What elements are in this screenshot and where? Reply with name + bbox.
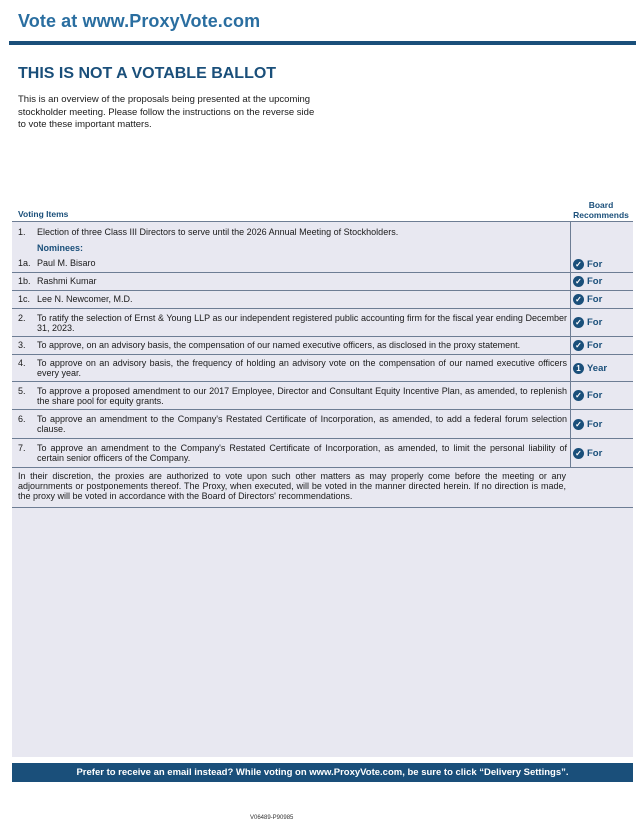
recommendation-label: Year [587,363,608,374]
nominee-number: 1c. [18,294,31,304]
recommendation-label: For [587,259,603,270]
nominee-number: 1a. [18,258,31,268]
proposal-text: To approve, on an advisory basis, the compensation of our named executive officers, as disclosed in the proxy statement. [37,340,521,350]
header-rule [9,41,636,45]
check-circle-icon: ✓ [573,419,584,430]
table-top-divider [12,221,633,222]
board-recommendation [573,363,607,374]
email-delivery-banner: Prefer to receive an email instead? While voting on www.ProxyVote.com, be sure to click “Delivery Settings”. [12,763,633,782]
recommendation-label: For [587,419,603,430]
board-recommendation [573,419,602,430]
recommendation-label: For [587,294,603,305]
recommendation-label: For [587,276,603,287]
recommendation-label: For [587,448,603,459]
nominee-row [12,273,633,291]
proposal-text: To approve on an advisory basis, the frequency of holding an advisory vote on the compensation of our named executive officers every year. [37,358,567,378]
proposal-row-5 [12,382,633,410]
proposal-number: 4. [18,358,26,368]
check-circle-icon: ✓ [573,340,584,351]
proposal-number: 3. [18,340,26,350]
nominee-row [12,291,633,309]
nominee-number: 1b. [18,276,31,286]
proposal-row-1 [12,224,633,256]
proposal-text: To approve a proposed amendment to our 2017 Employee, Director and Consultant Equity Incentive Plan, as amended, to replenish the share pool for equity grants. [37,386,567,406]
nominee-name: Lee N. Newcomer, M.D. [37,294,133,304]
board-recommendation [573,276,602,287]
row-divider [12,467,633,468]
proposal-text: To approve an amendment to the Company's Restated Certificate of Incorporation, as amended, to limit the personal liability of certain senior officers of the Company. [37,443,567,463]
check-circle-icon: ✓ [573,294,584,305]
proposal-row-7 [12,439,633,468]
intro-text: This is an overview of the proposals being presented at the upcoming stockholder meeting. Please follow the instructions on the reverse side to vote these important matters. [18,94,315,130]
board-recommendation [573,390,602,401]
check-circle-icon: ✓ [573,390,584,401]
proposal-text: To ratify the selection of Ernst & Young LLP as our independent registered public accounting firm for the fiscal year ending December 31, 2023. [37,313,567,333]
board-recommendation [573,259,602,270]
board-recommendation [573,340,602,351]
proposal-row-3 [12,337,633,355]
discretion-text: In their discretion, the proxies are authorized to vote upon such other matters as may properly come before the meeting or any adjournments or postponements thereof. The Proxy, when executed, will be voted in the manner directed herein. If no direction is made, the proxy will be voted in accordance with the Board of Directors' recommendations. [18,471,566,501]
nominee-name: Paul M. Bisaro [37,258,96,268]
check-circle-icon: ✓ [573,259,584,270]
proposal-text: Election of three Class III Directors to serve until the 2026 Annual Meeting of Stockholders. [37,227,399,237]
document-code: V06489-P90985 [250,815,294,821]
check-circle-icon: ✓ [573,276,584,287]
nominee-row [12,256,633,273]
number-one-circle-icon: 1 [573,363,584,374]
board-recommends-header [568,200,634,220]
board-header-line2: Recommends [573,210,629,220]
recommendation-label: For [587,317,603,328]
discretion-divider [12,507,633,508]
proposal-row-4 [12,355,633,382]
proposal-number: 1. [18,227,26,237]
proposal-row-6 [12,410,633,439]
board-header-line1: Board [588,200,614,210]
board-recommendation [573,317,602,328]
proposal-number: 2. [18,313,26,323]
voting-items-header: Voting Items [18,209,69,219]
check-circle-icon: ✓ [573,317,584,328]
header-title: Vote at www.ProxyVote.com [18,11,261,31]
recommendation-label: For [587,390,603,401]
recommendation-label: For [587,340,603,351]
board-recommendation [573,294,602,305]
board-recommendation [573,448,602,459]
check-circle-icon: ✓ [573,448,584,459]
proposal-number: 5. [18,386,26,396]
proposal-number: 6. [18,414,26,424]
ballot-title: THIS IS NOT A VOTABLE BALLOT [18,65,277,82]
proposal-text: To approve an amendment to the Company's Restated Certificate of Incorporation, as amended, to add a federal forum selection clause. [37,414,567,434]
proposal-number: 7. [18,443,26,453]
nominees-label: Nominees: [37,243,84,253]
proposal-row-2 [12,309,633,337]
nominee-name: Rashmi Kumar [37,276,97,286]
